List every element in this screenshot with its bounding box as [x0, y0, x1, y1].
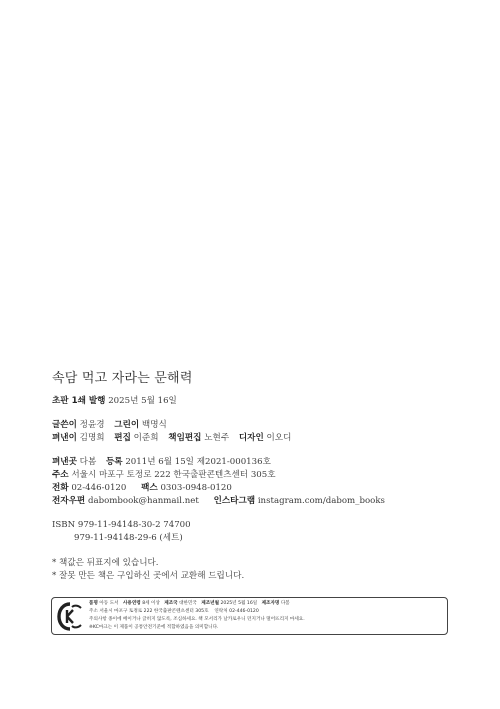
kc-row-2 [89, 609, 259, 615]
note-exchange: * 잘못 만든 책은 구입하신 곳에서 교환해 드립니다. [52, 571, 245, 581]
credits-line-1 [52, 420, 167, 431]
address-label: 주소 [52, 470, 69, 480]
edition-date: 2025년 5월 16일 [108, 396, 177, 406]
chief-editor-label: 책임편집 [168, 433, 202, 443]
credits-line-2 [52, 433, 291, 444]
press-name: 다봄 [79, 457, 97, 467]
kc-country-value: 대한민국 [179, 601, 197, 606]
isbn-line-1: ISBN 979-11-94148-30-2 74700 [52, 520, 191, 530]
kc-date-label: 제조년월 [201, 601, 220, 606]
kc-mark-icon [57, 602, 83, 631]
company-line-3 [52, 483, 232, 494]
note-price: * 책값은 뒤표지에 있습니다. [52, 558, 159, 568]
designer-name: 이오디 [266, 433, 292, 443]
company-line-1 [52, 457, 271, 468]
reg-value: 2011년 6월 15일 제2021-000136호 [125, 457, 271, 467]
kc-maker-label: 제조자명 [261, 601, 280, 606]
company-line-2 [52, 470, 276, 481]
publisher-label: 펴낸이 [52, 433, 77, 443]
editor-label: 편집 [114, 433, 131, 443]
edition-line [52, 396, 177, 407]
kc-date-value: 2025년 5월 16일 [220, 601, 258, 606]
insta-label: 인스타그램 [213, 496, 256, 506]
kc-country-label: 제조국 [164, 601, 178, 606]
company-line-4 [52, 496, 385, 507]
kc-age-label: 사용연령 [122, 601, 141, 606]
kc-product-value: 아동 도서 [99, 601, 119, 606]
address-value: 서울시 마포구 토정로 222 한국출판콘텐츠센터 305호 [71, 470, 276, 480]
press-label: 펴낸곳 [52, 457, 77, 467]
phone-label: 전화 [52, 483, 69, 493]
fax-value: 0303-0948-0120 [160, 483, 232, 493]
illustrator-label: 그린이 [114, 420, 140, 430]
writer-label: 글쓴이 [52, 420, 77, 430]
reg-label: 등록 [105, 457, 123, 467]
kc-address-value: 서울시 마포구 토정로 222 한국출판콘텐츠센터 305호 [99, 609, 209, 614]
kc-product-label: 품명 [89, 601, 98, 606]
kc-row-1 [89, 601, 290, 607]
fax-label: 팩스 [141, 483, 158, 493]
isbn-line-2: 979-11-94148-29-6 (세트) [74, 533, 183, 543]
kc-age-value: 8세 이상 [142, 601, 160, 606]
email-label: 전자우편 [52, 496, 86, 506]
book-title: 속담 먹고 자라는 문해력 [52, 371, 193, 386]
phone-value: 02-446-0120 [71, 483, 127, 493]
writer-name: 정윤경 [79, 420, 105, 430]
insta-value: instagram.com/dabom_books [257, 496, 385, 506]
designer-label: 디자인 [238, 433, 264, 443]
kc-row-3: 주의사항 종이에 베이거나 긁히지 않도록, 조심하세요. 책 모서리가 날카로우니 던지거나 떨어뜨리지 마세요. [89, 617, 305, 622]
kc-maker-value: 다봄 [280, 601, 290, 606]
kc-safety-box [51, 597, 448, 635]
editor-name: 이준희 [133, 433, 159, 443]
email-value: dabombook@hanmail.net [87, 496, 199, 506]
publisher-name: 김명희 [79, 433, 105, 443]
illustrator-name: 백명식 [141, 420, 167, 430]
edition-label: 초판 1쇄 발행 [52, 396, 106, 406]
kc-contact-value: 02-446-0120 [229, 609, 259, 614]
kc-row-4: ※KC마크는 이 제품이 공통안전기준에 적합하였음을 의미합니다. [89, 625, 219, 630]
chief-editor-name: 노현주 [204, 433, 230, 443]
kc-contact-label: 연락처 [214, 609, 228, 614]
kc-address-label: 주소 [89, 609, 98, 614]
